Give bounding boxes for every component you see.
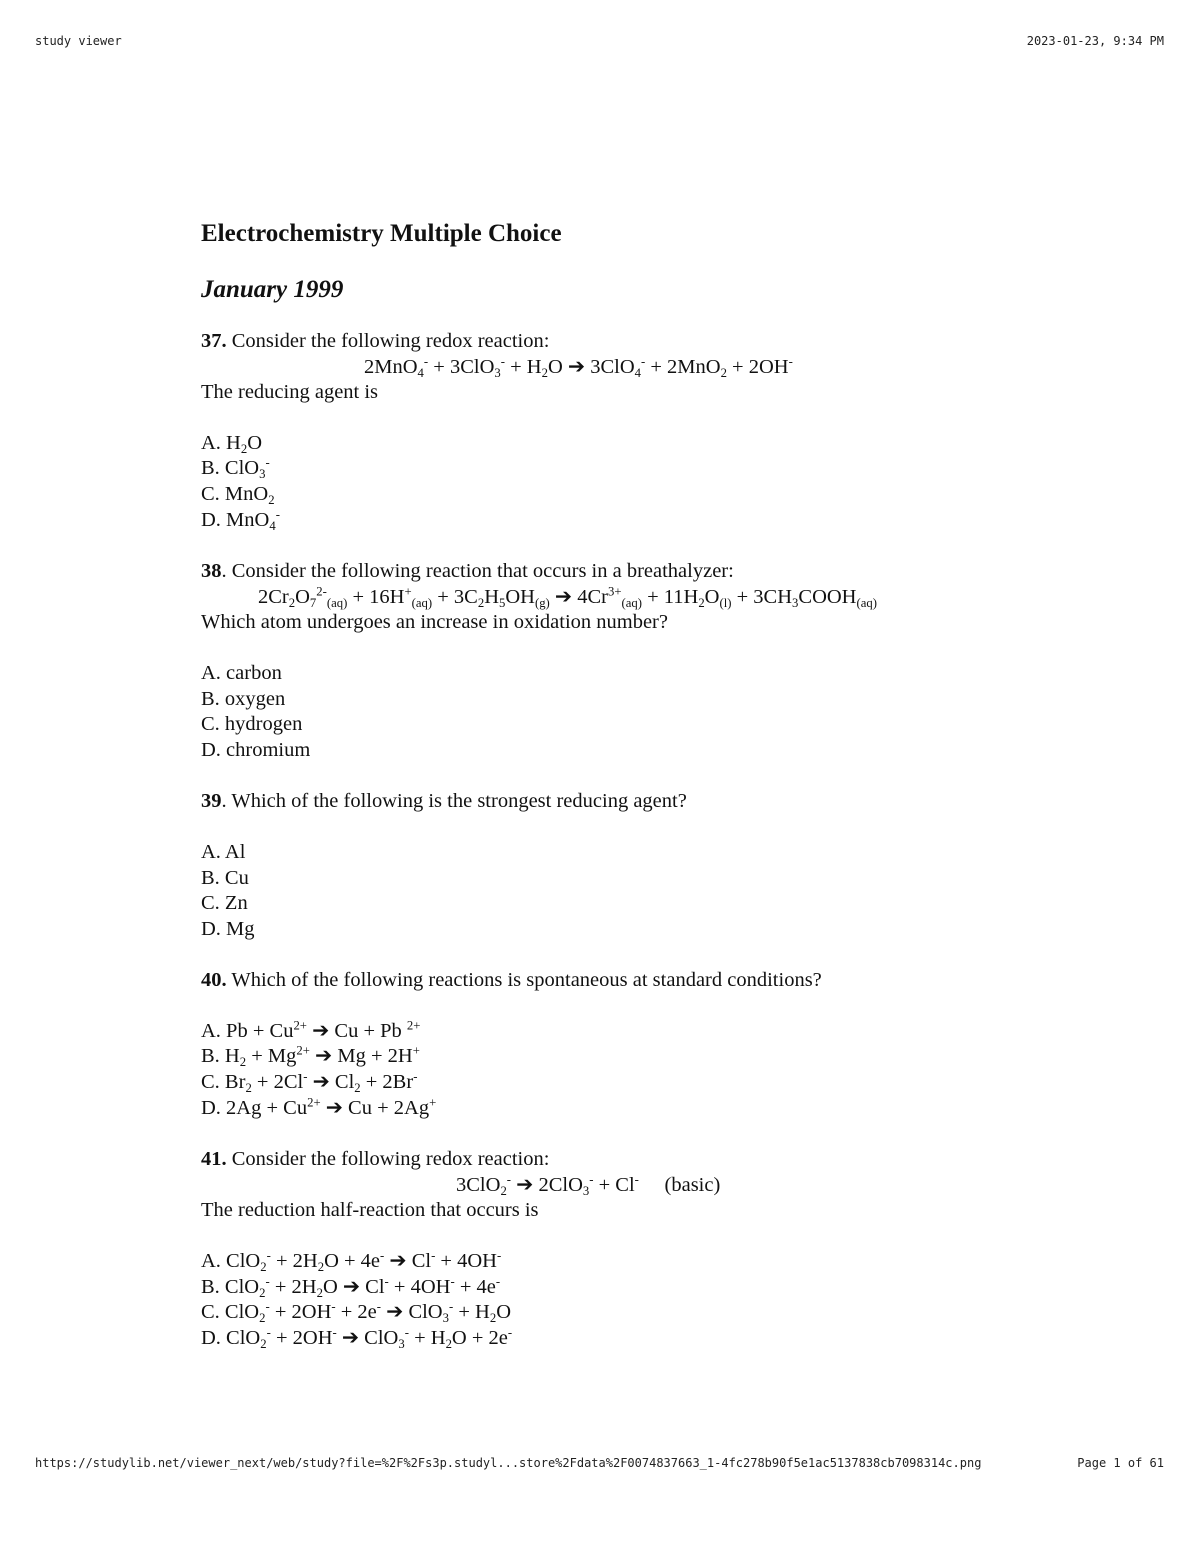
question-40 [201, 968, 1001, 1121]
question-number: 37. [201, 330, 227, 352]
browser-print-footer-url: https://studylib.net/viewer_next/web/study?file=%2F%2Fs3p.studyl...store%2Fdata%2F0074837663_1-4fc278b90f5e1ac5137838cb7098314c.png [35, 1456, 982, 1470]
answer-options [201, 1249, 1001, 1351]
option-a: A. Al [201, 840, 246, 863]
option-c: C. MnO$_2$ [201, 482, 275, 507]
option-b: B. ClO$_3$- [201, 455, 270, 482]
option-b: B. Cu [201, 866, 249, 889]
question-prompt: 37. Consider the following redox reaction: [201, 330, 550, 352]
document-subtitle: January 1999 [201, 276, 344, 303]
browser-print-header-datetime: 2023-01-23, 9:34 PM [1026, 34, 1164, 48]
question-followup: Which atom undergoes an increase in oxidation number? [201, 611, 668, 634]
question-number: 38 [201, 560, 222, 583]
option-d: D. chromium [201, 738, 311, 761]
question-number: 41. [201, 1148, 227, 1171]
question-37 [201, 329, 1001, 533]
option-c: C. ClO$_2$- + 2OH- + 2e- ➔ $ClO_3^- + H_2O$ [201, 1299, 512, 1326]
document-title: Electrochemistry Multiple Choice [201, 220, 562, 247]
question-followup: The reducing agent is [201, 381, 379, 404]
question-prompt: 40. Which of the following reactions is spontaneous at standard conditions? [201, 969, 822, 992]
question-38 [201, 559, 1001, 763]
answer-options [201, 1019, 1001, 1121]
option-a: A. $H_2O$ [201, 431, 263, 456]
reaction-equation: $2Cr_2O_7^{2-}_{(aq)} + 16H^+_{(aq)} + 3C_2H_5OH_{(g)}$ ➔ $4Cr^{3+}_{(aq)} + 11H_2O_{(l)}$ + $3CH_3COOH_{(aq)}$ [258, 584, 877, 610]
question-39 [201, 789, 1001, 942]
option-b: B. oxygen [201, 687, 286, 710]
answer-options [201, 431, 1001, 533]
browser-print-footer-page-count: Page 1 of 61 [1077, 1456, 1164, 1470]
option-b: B. $ClO_2^- + 2H_2O$ ➔ Cl- + 4OH- + 4e- [201, 1274, 501, 1300]
question-number: 40. [201, 969, 227, 992]
option-b: B. $H_2 + Mg^{2+}$ ➔ Mg + 2H+ [201, 1043, 420, 1070]
document-page [201, 218, 1001, 1351]
option-a: A. $Pb + Cu^{2+}$ ➔ Cu + Pb $^{2+}$ [201, 1018, 421, 1042]
reaction-equation: $2MnO_4^- + 3ClO_3^- + H_2O$ ➔ 3ClO$_4$- + 2MnO$_2$ + 2OH- [364, 353, 793, 380]
option-d: D. $2Ag + Cu^{2+}$ ➔ Cu + 2Ag+ [201, 1095, 437, 1119]
answer-options [201, 661, 1001, 763]
option-c: C. Zn [201, 892, 248, 915]
question-prompt: 38. Consider the following reaction that occurs in a breathalyzer: [201, 560, 734, 583]
option-d: D. MnO$_4$- [201, 506, 280, 533]
question-41 [201, 1147, 1001, 1351]
question-number: 39 [201, 790, 222, 813]
option-a: A. $ClO_2^- + 2H_2O + 4e^-$ ➔ Cl- + 4OH- [201, 1248, 502, 1274]
reaction-equation: 3ClO$_2$- ➔ 2ClO$_3$- + Cl- (basic) [456, 1172, 721, 1198]
option-a: A. carbon [201, 661, 282, 684]
question-followup: The reduction half-reaction that occurs is [201, 1199, 539, 1222]
question-prompt: 41. Consider the following redox reaction: [201, 1148, 550, 1171]
option-c: C. hydrogen [201, 713, 303, 736]
option-d: D. Mg [201, 917, 255, 940]
option-c: C. $Br_2 + 2Cl^-$ ➔ $Cl_2 + 2Br^-$ [201, 1069, 418, 1095]
browser-print-header-title: study viewer [35, 34, 122, 48]
question-prompt: 39. Which of the following is the strongest reducing agent? [201, 790, 687, 813]
answer-options [201, 840, 1001, 942]
option-d: D. ClO$_2$- + 2OH- ➔ $ClO_3^- + H_2O + 2e^-$ [201, 1325, 513, 1351]
equation-condition: (basic) [664, 1173, 721, 1196]
